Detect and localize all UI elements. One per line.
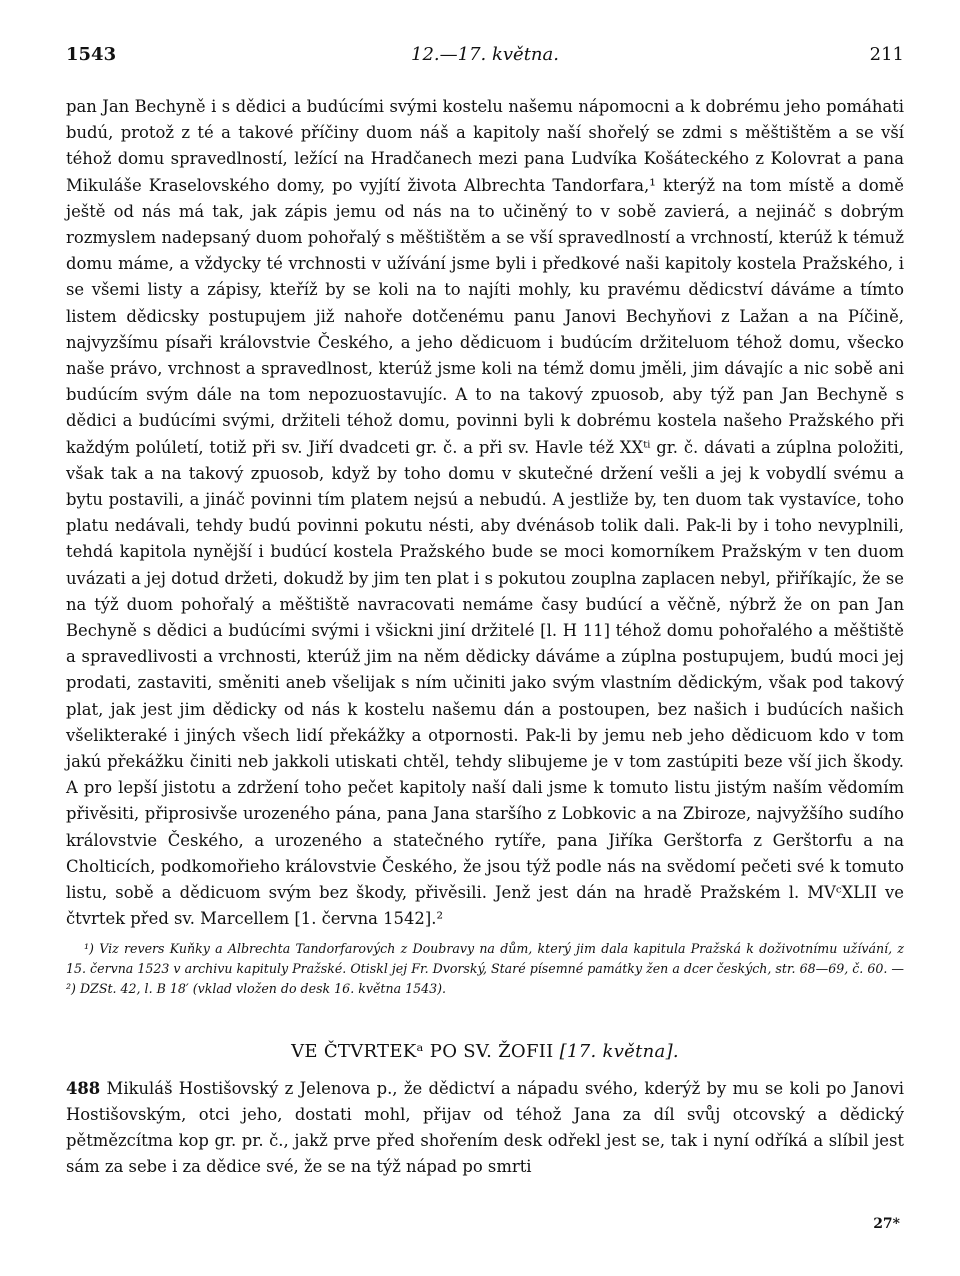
section-heading-text: VE ČTVRTEKᵃ PO SV. ŽOFII (291, 1040, 554, 1062)
running-head (66, 40, 904, 74)
section-heading-date: [17. května]. (559, 1040, 679, 1062)
running-title: 12.—17. května. (411, 44, 559, 65)
page-number: 211 (869, 44, 904, 65)
main-text (66, 94, 904, 933)
year-number: 1543 (66, 44, 117, 65)
signature-mark: 27* (873, 1216, 900, 1232)
main-paragraph: pan Jan Bechyně i s dědici a budúcími svými kostelu našemu nápomocni a k dobrému jeho pomáhati budú, protož z té a takové příčiny duom náš a kapitoly naší shořelý se zdmi s měštištěm a se vší téhož domu spravedlností, ležící na Hradčanech mezi pana Ludvíka Košáteckého z Kolovrat a pana Mikuláše Kraselovského domy, po vyjítí života Albrechta Tandorfara,¹ kterýž na tom místě a domě ještě od nás má tak, jak zápis jemu od nás na to učiněný to v sobě zavierá, a nejináč s dobrým rozmyslem nadepsaný duom pohořalý s měštištěm a se vší spravedlností a vrchností, kterúž k témuž domu máme, a vždycky té vrchnosti v užívání jsme byli i předkové naši kapitoly kostela Pražského, i se všemi listy a zápisy, kteříž by se koli na to najíti mohly, ku pravému dědicství dáváme a tímto listem dědicsky postupujem již nahoře dotčenému panu Janovi Bechyňovi z Lažan a na Píčině, najvyzšímu písaři královstvie Českého, a jeho dědicuom i budúcím držiteluom téhož domu, všecko naše právo, vrchnost a spravedlnost, kterúž jsme koli na témž domu jměli, jim dávajíc a nic sobě ani budúcím svým dále na tom nepozuostavujíc. A to na takový zpuosob, aby týž pan Jan Bechyně s dědici a budúcími svými, držiteli téhož domu, povinni byli k dobrému kostela našeho Pražského při každým polúletí, totiž při sv. Jiří dvadceti gr. č. a při sv. Havle též XXᵗⁱ gr. č. dávati a zúplna položiti, však tak a na takový zpuosob, když by toho domu v skutečné držení vešli a jej k vobydlí svému a bytu postavili, a jináč povinni tím platem nejsú a nebudú. A jestliže by, ten duom tak vystavíce, toho platu nedávali, tehdy budú povinni pokutu nésti, aby dvénásob tolik dali. Pak-li by i toho nevyplnili, tehdá kapitola nynější i budúcí kostela Pražského bude se moci komorníkem Pražským v ten duom uvázati a jej dotud držeti, dokudž by jim ten plat i s pokutou zouplna zaplacen nebyl, přiříkajíc, že se na týž duom pohořalý a měštiště navracovati nemáme časy budúcí a věčně, nýbrž že on pan Jan Bechyně s dědici a budúcími svými i všickni jiní držitelé [l. H 11] téhož domu pohořalého a měštiště a spravedlivosti a vrchnosti, kterúž jim na něm dědicky dáváme a zúplna postupujem, budú moci jej prodati, zastaviti, směniti aneb všelijak s ním učiniti jako svým vlastním dědickým, však pod takový plat, jak jest jim dědicky od nás k kostelu našemu dán a postoupen, bez našich i budúcích našich všelikteraké i jiných všech lidí překážky a otpornosti. Pak-li by jemu neb jeho dědicuom kdo v tom jakú překážku činiti neb jakkoli utiskati chtěl, tehdy slibujeme je v tom zastúpiti beze vší jich škody. A pro lepší jistotu a zdržení toho pečet kapitoly naší dali jsme k tomuto listu jistým naším vědomím přivěsiti, připrosivše urozeného pána, pana Jana staršího z Lobkovic a na Zbiroze, najvyžšího sudího královstvie Českého, a urozeného a statečného rytíře, pana Jiříka Gerštorfa z Gerštorfu a na Cholticích, podkomořieho královstvie Českého, že jsou týž podle nás na svědomí pečeti své k tomuto listu, sobě a dědicuom svým bez škody, přivěsili. Jenž jest dán na hradě Pražském l. MVᶜXLII ve čtvrtek před sv. Marcellem [1. června 1542].² (66, 97, 904, 929)
section-heading (66, 1041, 904, 1062)
entry-text: Mikuláš Hostišovský z Jelenova p., že dědictví a nápadu svého, kderýž by mu se koli po Janovi Hostišovským, otci jeho, dostati mohl, přijav od téhož Jana za díl svůj otcovský a dědický pětmězcítma kop gr. pr. č., jakž prve před shořením desk odřekl jest se, tak i nyní odříká a slíbil jest sám za sebe i za dědice své, že se na týž nápad po smrti (66, 1078, 904, 1177)
footnotes: ¹) Viz revers Kuňky a Albrechta Tandorfarových z Doubravy na dům, který jim dala kapitula Pražská k doživotnímu užívání, z 15. června 1523 v archivu kapituly Pražské. Otiskl jej Fr. Dvorský, Staré písemné památky žen a dcer českých, str. 68—69, č. 60. — ²) DZSt. 42, l. B 18′ (vklad vložen do desk 16. května 1543). (66, 940, 904, 996)
entry-number: 488 (66, 1078, 101, 1098)
entry (66, 1076, 904, 1181)
